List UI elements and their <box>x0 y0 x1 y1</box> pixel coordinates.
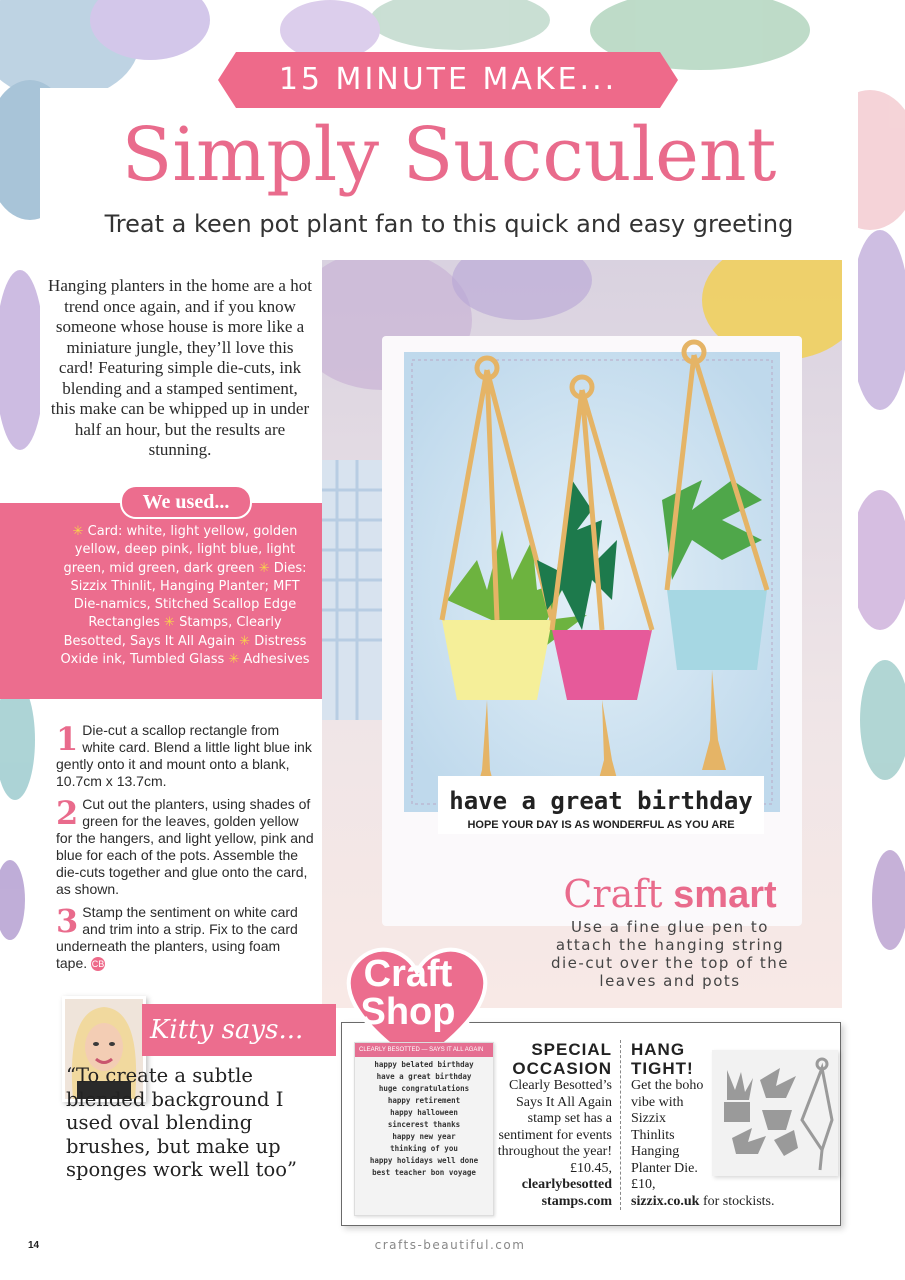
hang-tight-suffix: for stockists. <box>702 1193 775 1209</box>
hang-tight-link[interactable]: sizzix.co.uk <box>631 1193 700 1209</box>
step-number: 2 <box>56 794 79 832</box>
stamp-line: happy holidays well done <box>369 1156 479 1165</box>
craft-smart-tip: Use a fine glue pen to attach the hanging string die-cut over the top of the leaves and pots <box>550 918 790 990</box>
star-icon: ✳ <box>228 652 240 668</box>
intro-paragraph: Hanging planters in the home are a hot trend once again, and if you know someone whose house is more like a miniature jungle, they’ll love this card! Featuring simple die-cuts, ink blending and a stamped sentiment, this make can be whipped up in under half an hour, but the results are stunning. <box>48 276 312 459</box>
step-text: Die-cut a scallop rectangle from white card. Blend a little light blue ink gently onto it and mount onto a blank, 10.7cm x 13.7cm. <box>56 722 312 789</box>
stamp-line: happy halloween <box>390 1108 458 1117</box>
we-used-item: Card: white, light yellow, golden yellow, deep pink, light blue, light green, mid green, dark green <box>63 524 298 576</box>
card-sentiment-sub: HOPE YOUR DAY IS AS WONDERFUL AS YOU ARE <box>467 819 735 831</box>
special-occasion-link[interactable]: clearlybesotted stamps.com <box>521 1177 612 1209</box>
page-subtitle: Treat a keen pot plant fan to this quick and easy greeting <box>104 210 794 238</box>
planter-die-product <box>712 1050 838 1176</box>
we-used-item: Distress Oxide ink, Tumbled Glass <box>60 633 307 668</box>
stamp-line: thinking of you <box>390 1144 458 1153</box>
stamp-line: happy belated birthday <box>374 1060 474 1069</box>
footer-url[interactable]: crafts-beautiful.com <box>374 1238 526 1252</box>
page-title: Simply Succulent <box>121 112 777 198</box>
step-text: Cut out the planters, using shades of green for the leaves, golden yellow for the hangers, and light yellow, pink and blue for each of the pots. Assemble the die-cuts together and glue onto the card, as shown. <box>56 796 314 897</box>
special-occasion-block <box>496 1040 612 1210</box>
stamp-line: huge congratulations <box>378 1084 470 1093</box>
stamp-line: happy new year <box>392 1132 456 1141</box>
step-item <box>56 904 314 972</box>
star-icon: ✳ <box>239 633 251 649</box>
page-number: 14 <box>28 1240 40 1251</box>
hang-tight-link-line <box>631 1194 811 1211</box>
we-used-item: Stamps, Clearly Besotted, Says It All Again <box>63 615 282 649</box>
star-icon: ✳ <box>258 560 270 576</box>
star-icon: ✳ <box>72 524 84 539</box>
craft-smart-title-craft: Craft <box>563 872 663 916</box>
stamp-line: happy retirement <box>387 1096 461 1105</box>
step-number: 1 <box>56 720 79 758</box>
we-used-list <box>60 523 310 669</box>
hang-tight-text: Get the boho vibe with Sizzix Thinlits Hanging Planter Die. £10, <box>631 1078 704 1192</box>
stamp-set-product <box>354 1042 494 1216</box>
we-used-label: We used... <box>120 485 252 519</box>
section-banner: 15 MINUTE MAKE... <box>236 52 660 108</box>
stamp-line: sincerest thanks <box>387 1120 461 1129</box>
stamp-line: best teacher bon voyage <box>372 1168 476 1177</box>
kitty-quote: “To create a subtle blended background I used oval blending brushes, but make up sponges work well too” <box>66 1064 297 1181</box>
steps-list <box>56 722 314 978</box>
card-sentiment-main: have a great birthday <box>449 787 753 815</box>
kitty-says-label: Kitty says... <box>142 1004 336 1056</box>
end-mark-icon: CB <box>91 959 105 970</box>
special-occasion-text <box>496 1078 612 1210</box>
step-item <box>56 722 314 790</box>
stamp-line: have a great birthday <box>376 1072 472 1081</box>
stamp-set-header: CLEARLY BESOTTED — SAYS IT ALL AGAIN <box>355 1043 493 1057</box>
step-item <box>56 796 314 898</box>
craft-smart-title-smart: smart <box>673 874 777 916</box>
craft-shop-label-line: Shop <box>360 991 456 1033</box>
planter-die-icon <box>712 1050 838 1176</box>
step-text: Stamp the sentiment on white card and trim into a strip. Fix to the card underneath the planters, using foam tape. <box>56 904 298 971</box>
special-occasion-body: Clearly Besotted’s Says It All Again stamp set has a sentiment for events throughout the year! £10.45, <box>497 1078 612 1176</box>
we-used-item: Dies: Sizzix Thinlit, Hanging Planter; MFT Die-namics, Stitched Scallop Edge Rectangles <box>70 560 307 631</box>
special-occasion-heading: SPECIAL OCCASION <box>512 1040 612 1078</box>
column-divider <box>620 1040 622 1210</box>
craft-shop-label-line: Craft <box>363 953 453 995</box>
we-used-item: Adhesives <box>243 652 310 668</box>
step-number: 3 <box>56 902 79 940</box>
craft-smart-title <box>540 872 800 917</box>
hang-tight-heading: HANG TIGHT! <box>631 1040 694 1078</box>
star-icon: ✳ <box>164 615 175 631</box>
craft-shop-label <box>342 955 474 1031</box>
